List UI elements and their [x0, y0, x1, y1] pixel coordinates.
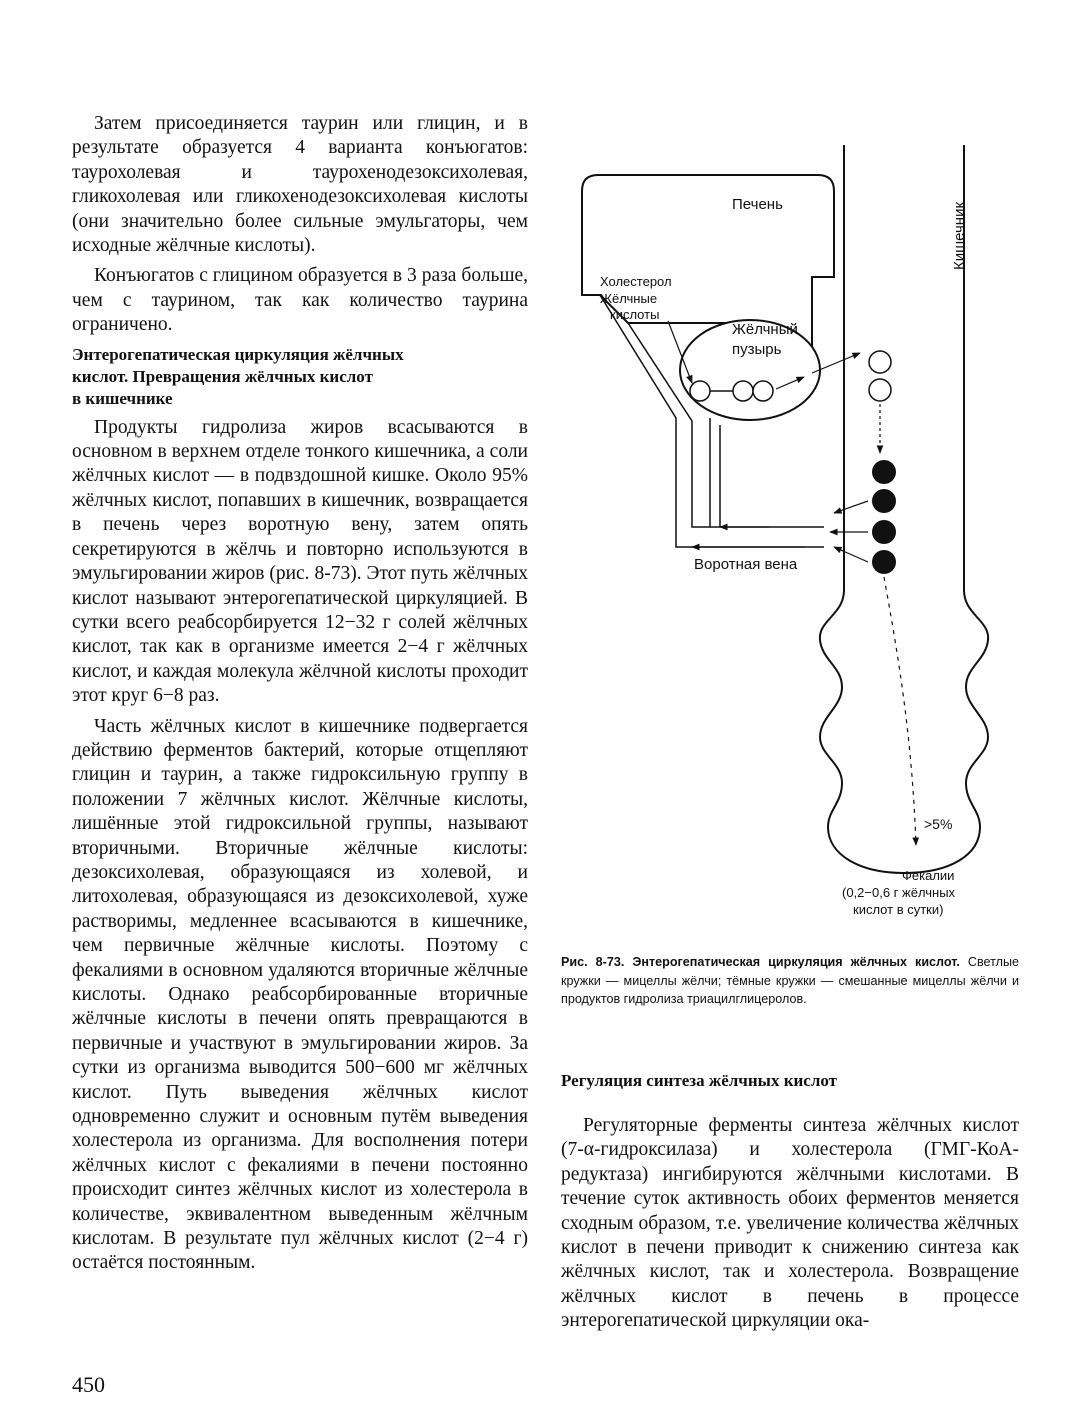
label-feces-1: Фекалии	[902, 868, 955, 883]
paragraph-conjugates: Затем присоединяется таурин или глицин, и в результате образуется 4 варианта конъюгатов: таурохолевая и таурохенодезоксихолевая, гликохолевая или гликохенодезоксихолевая кислоты (они значительно более сильные эмульгаторы, чем исходные жёлчные кислоты).	[72, 113, 528, 257]
label-gallbladder-2: пузырь	[732, 341, 782, 358]
micelle-light	[690, 381, 710, 401]
label-liver: Печень	[732, 196, 783, 213]
right-column	[561, 1070, 1019, 1334]
micelle-light	[869, 379, 891, 401]
label-intestine: Кишечник	[951, 201, 968, 270]
micelle-dark	[872, 460, 896, 484]
label-portal-vein: Воротная вена	[694, 556, 798, 573]
arrow-absorb-1	[834, 501, 868, 513]
left-column	[72, 112, 528, 1276]
micelle-dark	[872, 489, 896, 513]
label-bile-acids-2: кислоты	[610, 307, 660, 322]
section-heading-enterohepatic	[72, 344, 528, 410]
section-heading-regulation: Регуляция синтеза жёлчных кислот	[561, 1071, 838, 1090]
paragraph-regulation: Регуляторные ферменты синтеза жёлчных кислот (7-α-гидроксилаза) и холестерола (ГМГ-КоА-редуктаза) ингибируются жёлчными кислотами. В течение суток активность обоих ферментов меняется сходным образом, т.е. увеличение количества жёлчных кислот в печени приводит к снижению синтеза как жёлчных кислот, так и холестерола. Возвращение жёлчных кислот в печень в процессе энтерогепатической циркуляции ока-	[561, 1115, 1019, 1332]
label-gallbladder-1: Жёлчный	[732, 321, 798, 338]
label-percent: >5%	[924, 816, 953, 832]
caption-label: Рис. 8-73. Энтерогепатическая циркуляция жёлчных кислот.	[561, 955, 960, 969]
micelle-dark	[872, 550, 896, 574]
label-feces-2: (0,2−0,6 г жёлчных	[842, 885, 956, 900]
enterohepatic-circulation-diagram	[560, 135, 1050, 935]
arrow-to-feces	[884, 577, 916, 845]
caption-text: Светлые кружки — мицеллы жёлчи; тёмные кружки — смешанные мицеллы жёлчи и продуктов гидролиза триацилглицеролов.	[561, 955, 1020, 1006]
intestine-right-wall	[904, 145, 988, 873]
heading-line-2: кислот. Превращения жёлчных кислот	[72, 366, 373, 386]
paragraph-absorption: Продукты гидролиза жиров всасываются в основном в верхнем отделе тонкого кишечника, а соли жёлчных кислот — в подвздошной кишке. Около 95% жёлчных кислот, попавших в кишечник, возвращается в печень через воротную вену, затем опять секретируются в жёлчь и повторно используются в эмульгировании жиров (рис. 8-73). Этот путь жёлчных кислот называют энтерогепатической циркуляцией. В сутки всего реабсорбируется 12−32 г солей жёлчных кислот, так как в организме имеется 2−4 г жёлчных кислот, и каждая молекула жёлчной кислоты проходит этот круг 6−8 раз.	[72, 416, 528, 707]
label-cholesterol: Холестерол	[600, 274, 672, 289]
label-feces-3: кислот в сутки)	[853, 902, 944, 917]
page-number: 450	[72, 1372, 105, 1397]
heading-line-3: в кишечнике	[72, 388, 173, 408]
micelle-dark	[872, 520, 896, 544]
micelle-light	[869, 351, 891, 373]
paragraph-glycine-ratio: Конъюгатов с глицином образуется в 3 раза больше, чем с таурином, так как количество таурина ограничено.	[72, 265, 528, 336]
heading-line-1: Энтерогепатическая циркуляция жёлчных	[72, 344, 404, 364]
micelle-light	[733, 381, 753, 401]
micelle-light	[753, 381, 773, 401]
label-bile-acids-1: Жёлчные	[600, 291, 658, 306]
paragraph-secondary-acids: Часть жёлчных кислот в кишечнике подвергается действию ферментов бактерий, которые отщепляют глицин и таурин, а также гидроксильную группу в положении 7 жёлчных кислот. Жёлчные кислоты, лишённые этой гидроксильной группы, называют вторичными. Вторичные жёлчные кислоты: дезоксихолевая, образующаяся из холевой, и литохолевая, образующаяся из дезоксихолевой, хуже растворимы, медленнее всасываются в кишечнике, чем первичные жёлчные кислоты. Поэтому с фекалиями в основном удаляются вторичные жёлчные кислоты. Однако реабсорбированные вторичные жёлчные кислоты в печени опять превращаются в первичные и участвуют в эмульгировании жиров. За сутки из организма выводится 500−600 мг жёлчных кислот. Путь выведения жёлчных кислот одновременно служит и основным путём выведения холестерола из организма. Для восполнения потери жёлчных кислот с фекалиями в печени постоянно происходит синтез жёлчных кислот из холестерола в количестве, эквивалентном выведенным жёлчным кислотам. В результате пул жёлчных кислот (2−4 г) остаётся постоянным.	[72, 715, 528, 1274]
figure-caption	[561, 953, 1019, 1009]
arrow-absorb-3	[834, 547, 868, 562]
